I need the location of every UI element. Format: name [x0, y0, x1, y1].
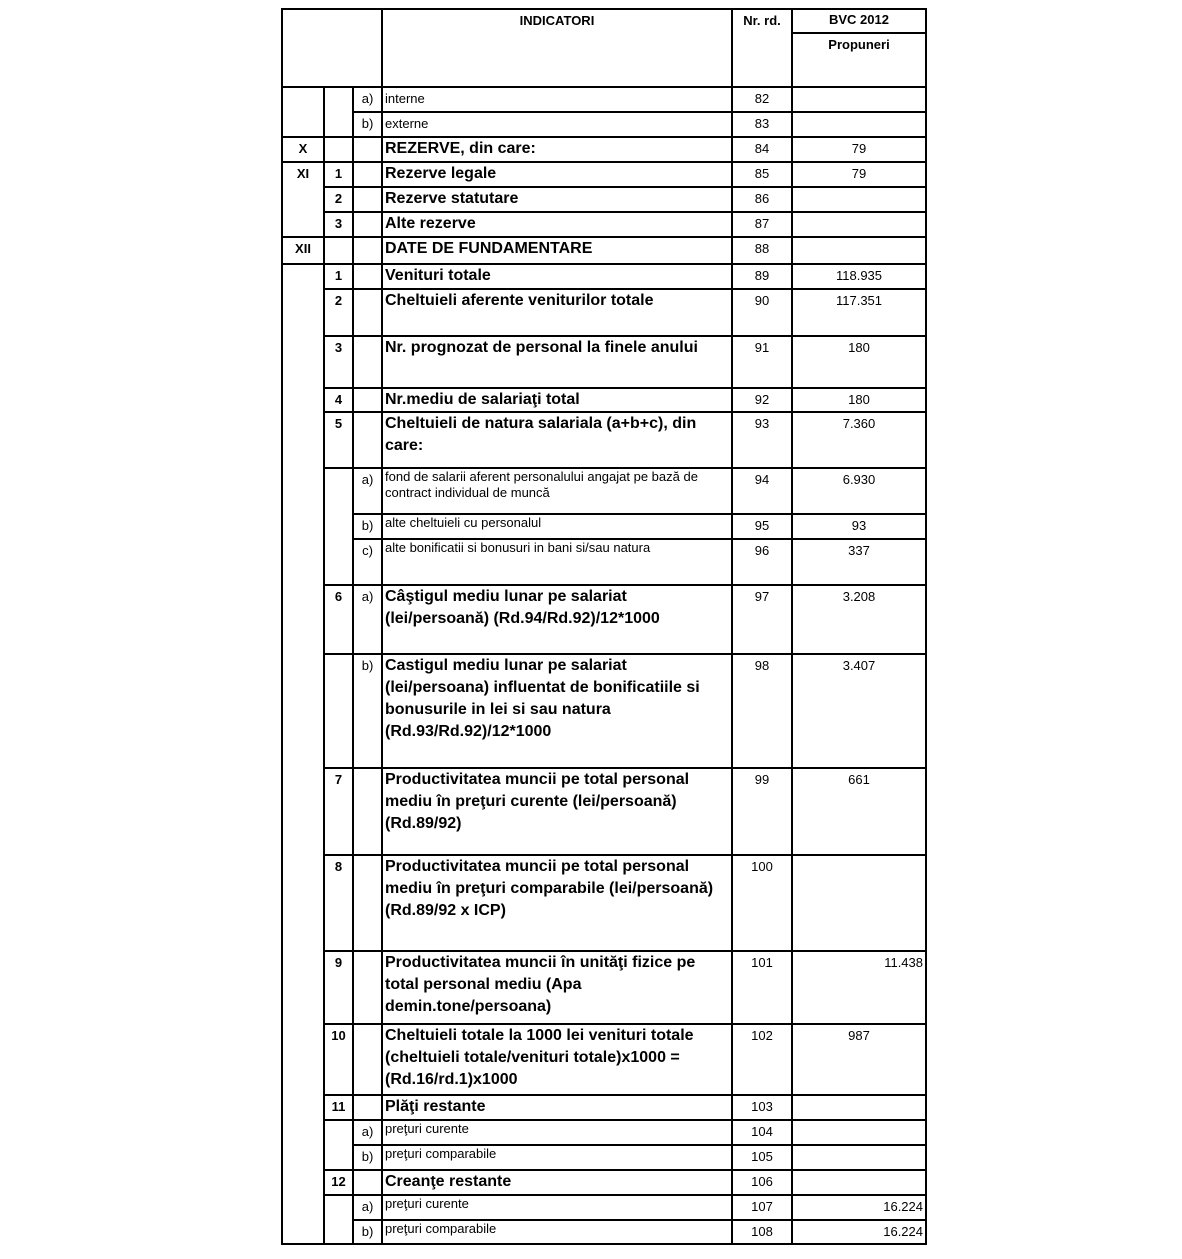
value-cell: [792, 212, 926, 237]
value-cell: [792, 855, 926, 951]
row-number-cell: 95: [732, 514, 792, 539]
roman-cell: X: [282, 137, 324, 162]
row-number-cell: 90: [732, 289, 792, 336]
row-number-cell: 91: [732, 336, 792, 388]
value-cell: 180: [792, 336, 926, 388]
row-number-cell: 85: [732, 162, 792, 187]
row-number-cell: 88: [732, 237, 792, 264]
row-number-cell: 87: [732, 212, 792, 237]
num-cell: [324, 1120, 353, 1170]
num-cell: 11: [324, 1095, 353, 1120]
indicator-cell: preţuri curente: [382, 1120, 732, 1145]
row-number-cell: 98: [732, 654, 792, 768]
indicator-cell: fond de salarii aferent personalului angajat pe bază de contract individual de muncă: [382, 468, 732, 514]
table-row: [282, 585, 926, 654]
table-row: [282, 1170, 926, 1195]
table-row: [282, 1095, 926, 1120]
value-cell: 117.351: [792, 289, 926, 336]
sub-cell: [353, 336, 382, 388]
row-number-cell: 93: [732, 412, 792, 468]
table-row: [282, 336, 926, 388]
table-row: [282, 514, 926, 539]
table-row: [282, 855, 926, 951]
sub-cell: [353, 951, 382, 1024]
num-cell: 5: [324, 412, 353, 468]
indicator-cell: preţuri comparabile: [382, 1145, 732, 1170]
row-number-cell: 100: [732, 855, 792, 951]
header-indicatori: INDICATORI: [382, 9, 732, 87]
num-cell: [324, 237, 353, 264]
table-row: [282, 162, 926, 187]
sub-cell: a): [353, 1120, 382, 1145]
sub-cell: b): [353, 654, 382, 768]
num-cell: 1: [324, 162, 353, 187]
sub-cell: [353, 187, 382, 212]
row-number-cell: 94: [732, 468, 792, 514]
num-cell: 1: [324, 264, 353, 289]
value-cell: 16.224: [792, 1195, 926, 1220]
table-row: [282, 87, 926, 112]
header-bvc: BVC 2012: [792, 9, 926, 33]
table-row: [282, 388, 926, 412]
table-row: [282, 264, 926, 289]
sub-cell: b): [353, 514, 382, 539]
value-cell: 11.438: [792, 951, 926, 1024]
indicator-cell: Nr.mediu de salariaţi total: [382, 388, 732, 412]
sub-cell: [353, 289, 382, 336]
table-row: [282, 654, 926, 768]
header-row: [282, 9, 926, 33]
row-number-cell: 86: [732, 187, 792, 212]
table-row: [282, 412, 926, 468]
indicator-cell: alte bonificatii si bonusuri in bani si/sau natura: [382, 539, 732, 585]
num-cell: [324, 87, 353, 137]
indicator-cell: Creanţe restante: [382, 1170, 732, 1195]
indicator-cell: Cheltuieli de natura salariala (a+b+c), din care:: [382, 412, 732, 468]
row-number-cell: 105: [732, 1145, 792, 1170]
table-row: [282, 951, 926, 1024]
indicator-cell: Productivitatea muncii pe total personal mediu în preţuri curente (lei/persoană)(Rd.89/92): [382, 768, 732, 855]
table-row: [282, 212, 926, 237]
indicator-cell: Rezerve legale: [382, 162, 732, 187]
table-row: [282, 187, 926, 212]
sub-cell: [353, 137, 382, 162]
num-cell: [324, 654, 353, 768]
value-cell: 3.407: [792, 654, 926, 768]
row-number-cell: 106: [732, 1170, 792, 1195]
table-row: [282, 468, 926, 514]
sub-cell: a): [353, 87, 382, 112]
sub-cell: a): [353, 1195, 382, 1220]
value-cell: 118.935: [792, 264, 926, 289]
sub-cell: [353, 1095, 382, 1120]
sub-cell: a): [353, 585, 382, 654]
sub-cell: a): [353, 468, 382, 514]
value-cell: [792, 1145, 926, 1170]
table-row: [282, 1024, 926, 1095]
table-row: [282, 539, 926, 585]
num-cell: 12: [324, 1170, 353, 1195]
indicator-cell: Plăţi restante: [382, 1095, 732, 1120]
indicator-cell: alte cheltuieli cu personalul: [382, 514, 732, 539]
value-cell: 661: [792, 768, 926, 855]
row-number-cell: 89: [732, 264, 792, 289]
indicator-cell: Venituri totale: [382, 264, 732, 289]
sub-cell: [353, 237, 382, 264]
row-number-cell: 83: [732, 112, 792, 137]
num-cell: 3: [324, 336, 353, 388]
indicator-cell: REZERVE, din care:: [382, 137, 732, 162]
row-number-cell: 101: [732, 951, 792, 1024]
value-cell: 79: [792, 137, 926, 162]
value-cell: [792, 87, 926, 112]
num-cell: 3: [324, 212, 353, 237]
num-cell: [324, 468, 353, 585]
value-cell: [792, 237, 926, 264]
row-number-cell: 97: [732, 585, 792, 654]
header-propuneri: Propuneri: [792, 33, 926, 87]
row-number-cell: 108: [732, 1220, 792, 1244]
sub-cell: [353, 264, 382, 289]
num-cell: 7: [324, 768, 353, 855]
row-number-cell: 99: [732, 768, 792, 855]
indicator-cell: externe: [382, 112, 732, 137]
indicator-cell: Cheltuieli totale la 1000 lei venituri totale (cheltuieli totale/venituri totale)x1000 =(Rd.16/rd.1)x1000: [382, 1024, 732, 1095]
value-cell: 987: [792, 1024, 926, 1095]
indicator-cell: DATE DE FUNDAMENTARE: [382, 237, 732, 264]
value-cell: [792, 112, 926, 137]
table-row: [282, 137, 926, 162]
value-cell: 79: [792, 162, 926, 187]
sub-cell: b): [353, 1145, 382, 1170]
indicator-cell: interne: [382, 87, 732, 112]
sub-cell: [353, 162, 382, 187]
value-cell: 180: [792, 388, 926, 412]
row-number-cell: 104: [732, 1120, 792, 1145]
table-row: [282, 1145, 926, 1170]
row-number-cell: 96: [732, 539, 792, 585]
table-row: [282, 289, 926, 336]
value-cell: 337: [792, 539, 926, 585]
num-cell: [324, 1195, 353, 1244]
indicator-cell: Nr. prognozat de personal la finele anului: [382, 336, 732, 388]
table-row: [282, 1120, 926, 1145]
row-number-cell: 107: [732, 1195, 792, 1220]
sub-cell: [353, 1024, 382, 1095]
table-row: [282, 1220, 926, 1244]
value-cell: 16.224: [792, 1220, 926, 1244]
roman-cell: [282, 87, 324, 137]
indicator-cell: Productivitatea muncii pe total personal mediu în preţuri comparabile (lei/persoană)(Rd.89/92 x ICP): [382, 855, 732, 951]
indicator-cell: Rezerve statutare: [382, 187, 732, 212]
table-row: [282, 237, 926, 264]
table-row: [282, 112, 926, 137]
row-number-cell: 103: [732, 1095, 792, 1120]
roman-cell: XII: [282, 237, 324, 264]
sub-cell: b): [353, 1220, 382, 1244]
num-cell: 8: [324, 855, 353, 951]
value-cell: [792, 187, 926, 212]
sub-cell: c): [353, 539, 382, 585]
num-cell: 6: [324, 585, 353, 654]
roman-cell: XI: [282, 162, 324, 237]
value-cell: [792, 1170, 926, 1195]
indicator-cell: Cheltuieli aferente veniturilor totale: [382, 289, 732, 336]
num-cell: 9: [324, 951, 353, 1024]
sub-cell: b): [353, 112, 382, 137]
sub-cell: [353, 412, 382, 468]
sub-cell: [353, 855, 382, 951]
value-cell: 3.208: [792, 585, 926, 654]
header-nr-rd: Nr. rd.: [732, 9, 792, 87]
table-row: [282, 1195, 926, 1220]
row-number-cell: 84: [732, 137, 792, 162]
sub-cell: [353, 388, 382, 412]
value-cell: 6.930: [792, 468, 926, 514]
num-cell: [324, 137, 353, 162]
row-number-cell: 82: [732, 87, 792, 112]
indicator-cell: Câştigul mediu lunar pe salariat (lei/persoană) (Rd.94/Rd.92)/12*1000: [382, 585, 732, 654]
table-row: [282, 768, 926, 855]
row-number-cell: 92: [732, 388, 792, 412]
num-cell: 2: [324, 289, 353, 336]
value-cell: [792, 1120, 926, 1145]
sub-cell: [353, 768, 382, 855]
row-number-cell: 102: [732, 1024, 792, 1095]
value-cell: [792, 1095, 926, 1120]
num-cell: 4: [324, 388, 353, 412]
sub-cell: [353, 1170, 382, 1195]
value-cell: 7.360: [792, 412, 926, 468]
num-cell: 2: [324, 187, 353, 212]
bvc-table: [281, 8, 927, 1245]
indicator-cell: Productivitatea muncii în unităţi fizice pe total personal mediu (Apa demin.tone/persoana): [382, 951, 732, 1024]
indicator-cell: preţuri curente: [382, 1195, 732, 1220]
num-cell: 10: [324, 1024, 353, 1095]
header-blank: [282, 9, 382, 87]
indicator-cell: Alte rezerve: [382, 212, 732, 237]
value-cell: 93: [792, 514, 926, 539]
roman-cell-span: [282, 264, 324, 1244]
indicator-cell: preţuri comparabile: [382, 1220, 732, 1244]
sub-cell: [353, 212, 382, 237]
indicator-cell: Castigul mediu lunar pe salariat (lei/persoana) influentat de bonificatiile si bonusurile in lei si sau natura (Rd.93/Rd.92)/12*1000: [382, 654, 732, 768]
